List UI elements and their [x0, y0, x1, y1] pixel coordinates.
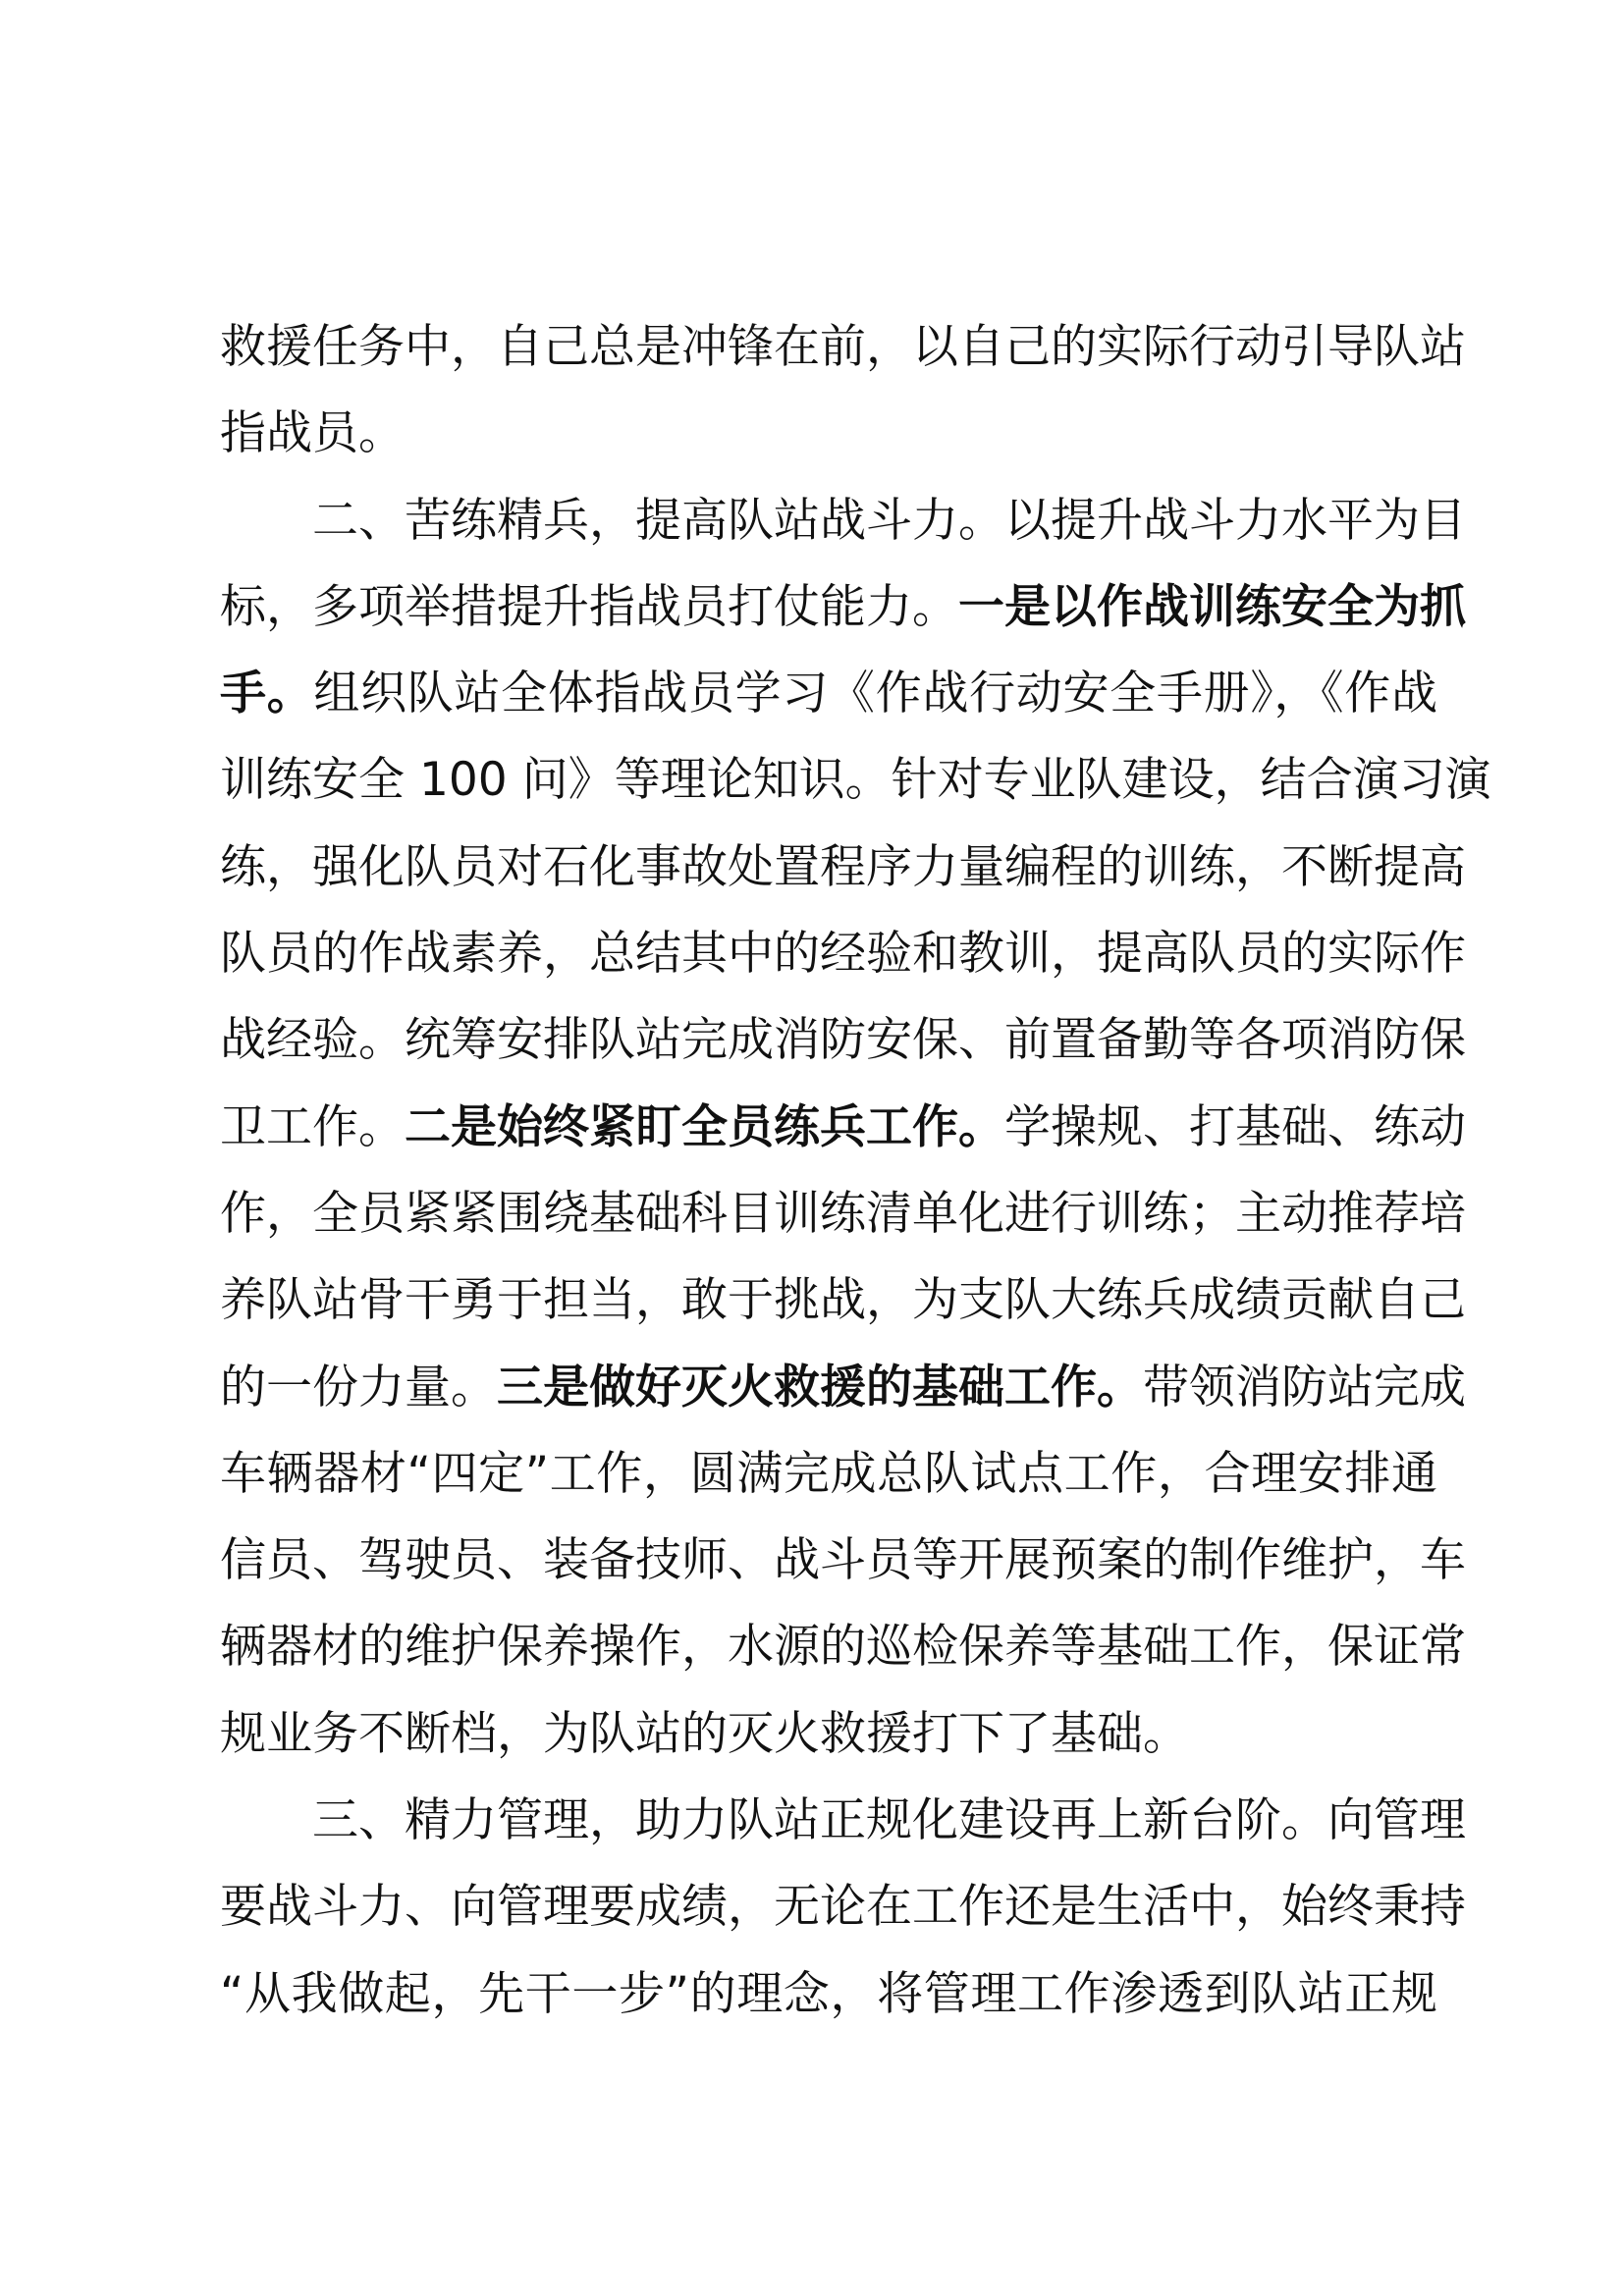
bold-text-segment: 二是始终紧盯全员练兵工作。	[405, 1099, 1004, 1154]
text-line	[220, 1778, 1466, 1864]
text-line	[220, 478, 1466, 564]
text-line	[220, 1604, 1466, 1690]
text-segment: 作，全员紧紧围绕基础科目训练清单化进行训练；主动推荐培	[220, 1186, 1466, 1241]
text-segment: “从我做起，先干一步”的理念，将管理工作渗透到队站正规	[220, 1966, 1437, 2021]
text-segment: 养队站骨干勇于担当，敢于挑战，为支队大练兵成绩贡献自己	[220, 1273, 1466, 1328]
bold-text-segment: 三是做好灭火救援的基础工作。	[497, 1360, 1143, 1415]
text-segment: 车辆器材“四定”工作，圆满完成总队试点工作，合理安排通	[220, 1446, 1437, 1501]
text-segment: 战经验。统筹安排队站完成消防安保、前置备勤等各项消防保	[220, 1013, 1466, 1068]
text-line	[220, 911, 1466, 997]
text-segment: 辆器材的维护保养操作，水源的巡检保养等基础工作，保证常	[220, 1620, 1466, 1675]
text-line	[220, 304, 1466, 391]
bold-text-segment: 手。	[220, 667, 314, 721]
text-segment: 二、苦练精兵，提高队站战斗力。以提升战斗力水平为目	[220, 493, 1466, 548]
text-segment: 的一份力量。	[220, 1360, 497, 1415]
text-segment: 组织队站全体指战员学习《作战行动安全手册》，《作战	[313, 667, 1438, 721]
text-line	[220, 1345, 1466, 1431]
text-line	[220, 1691, 1437, 1778]
text-segment: 带领消防站完成	[1143, 1360, 1466, 1415]
text-segment: 练，强化队员对石化事故处置程序力量编程的训练，不断提高	[220, 839, 1466, 894]
text-segment: 信员、驾驶员、装备技师、战斗员等开展预案的制作维护，车	[220, 1533, 1466, 1588]
text-line	[220, 997, 1466, 1084]
text-line	[220, 1257, 1466, 1344]
text-segment: 标，多项举措提升指战员打仗能力。	[220, 579, 958, 634]
text-line	[220, 1951, 1437, 2038]
text-segment: 学操规、打基础、练动	[1004, 1099, 1466, 1154]
text-line	[220, 1085, 1466, 1171]
text-segment: 卫工作。	[220, 1099, 405, 1154]
body-text	[220, 304, 1491, 2038]
text-line	[220, 1431, 1437, 1518]
text-line	[220, 825, 1466, 911]
text-segment: 指战员。	[220, 406, 405, 461]
text-line	[220, 651, 1437, 737]
text-line	[220, 1864, 1466, 1950]
text-line	[220, 737, 1491, 824]
text-line	[220, 391, 1437, 477]
text-segment: 救援任务中，自己总是冲锋在前，以自己的实际行动引导队站	[220, 320, 1466, 374]
text-segment: 队员的作战素养，总结其中的经验和教训，提高队员的实际作	[220, 927, 1466, 982]
text-segment: 训练安全 100 问》等理论知识。针对专业队建设，结合演习演	[220, 753, 1491, 808]
text-segment: 要战斗力、向管理要成绩，无论在工作还是生活中，始终秉持	[220, 1880, 1466, 1935]
bold-text-segment: 一是以作战训练安全为抓	[958, 579, 1466, 634]
text-line	[220, 1171, 1466, 1257]
text-line	[220, 564, 1466, 651]
text-line	[220, 1518, 1466, 1604]
text-segment: 规业务不断档，为队站的灭火救援打下了基础。	[220, 1706, 1189, 1761]
text-segment: 三、精力管理，助力队站正规化建设再上新台阶。向管理	[220, 1793, 1466, 1848]
